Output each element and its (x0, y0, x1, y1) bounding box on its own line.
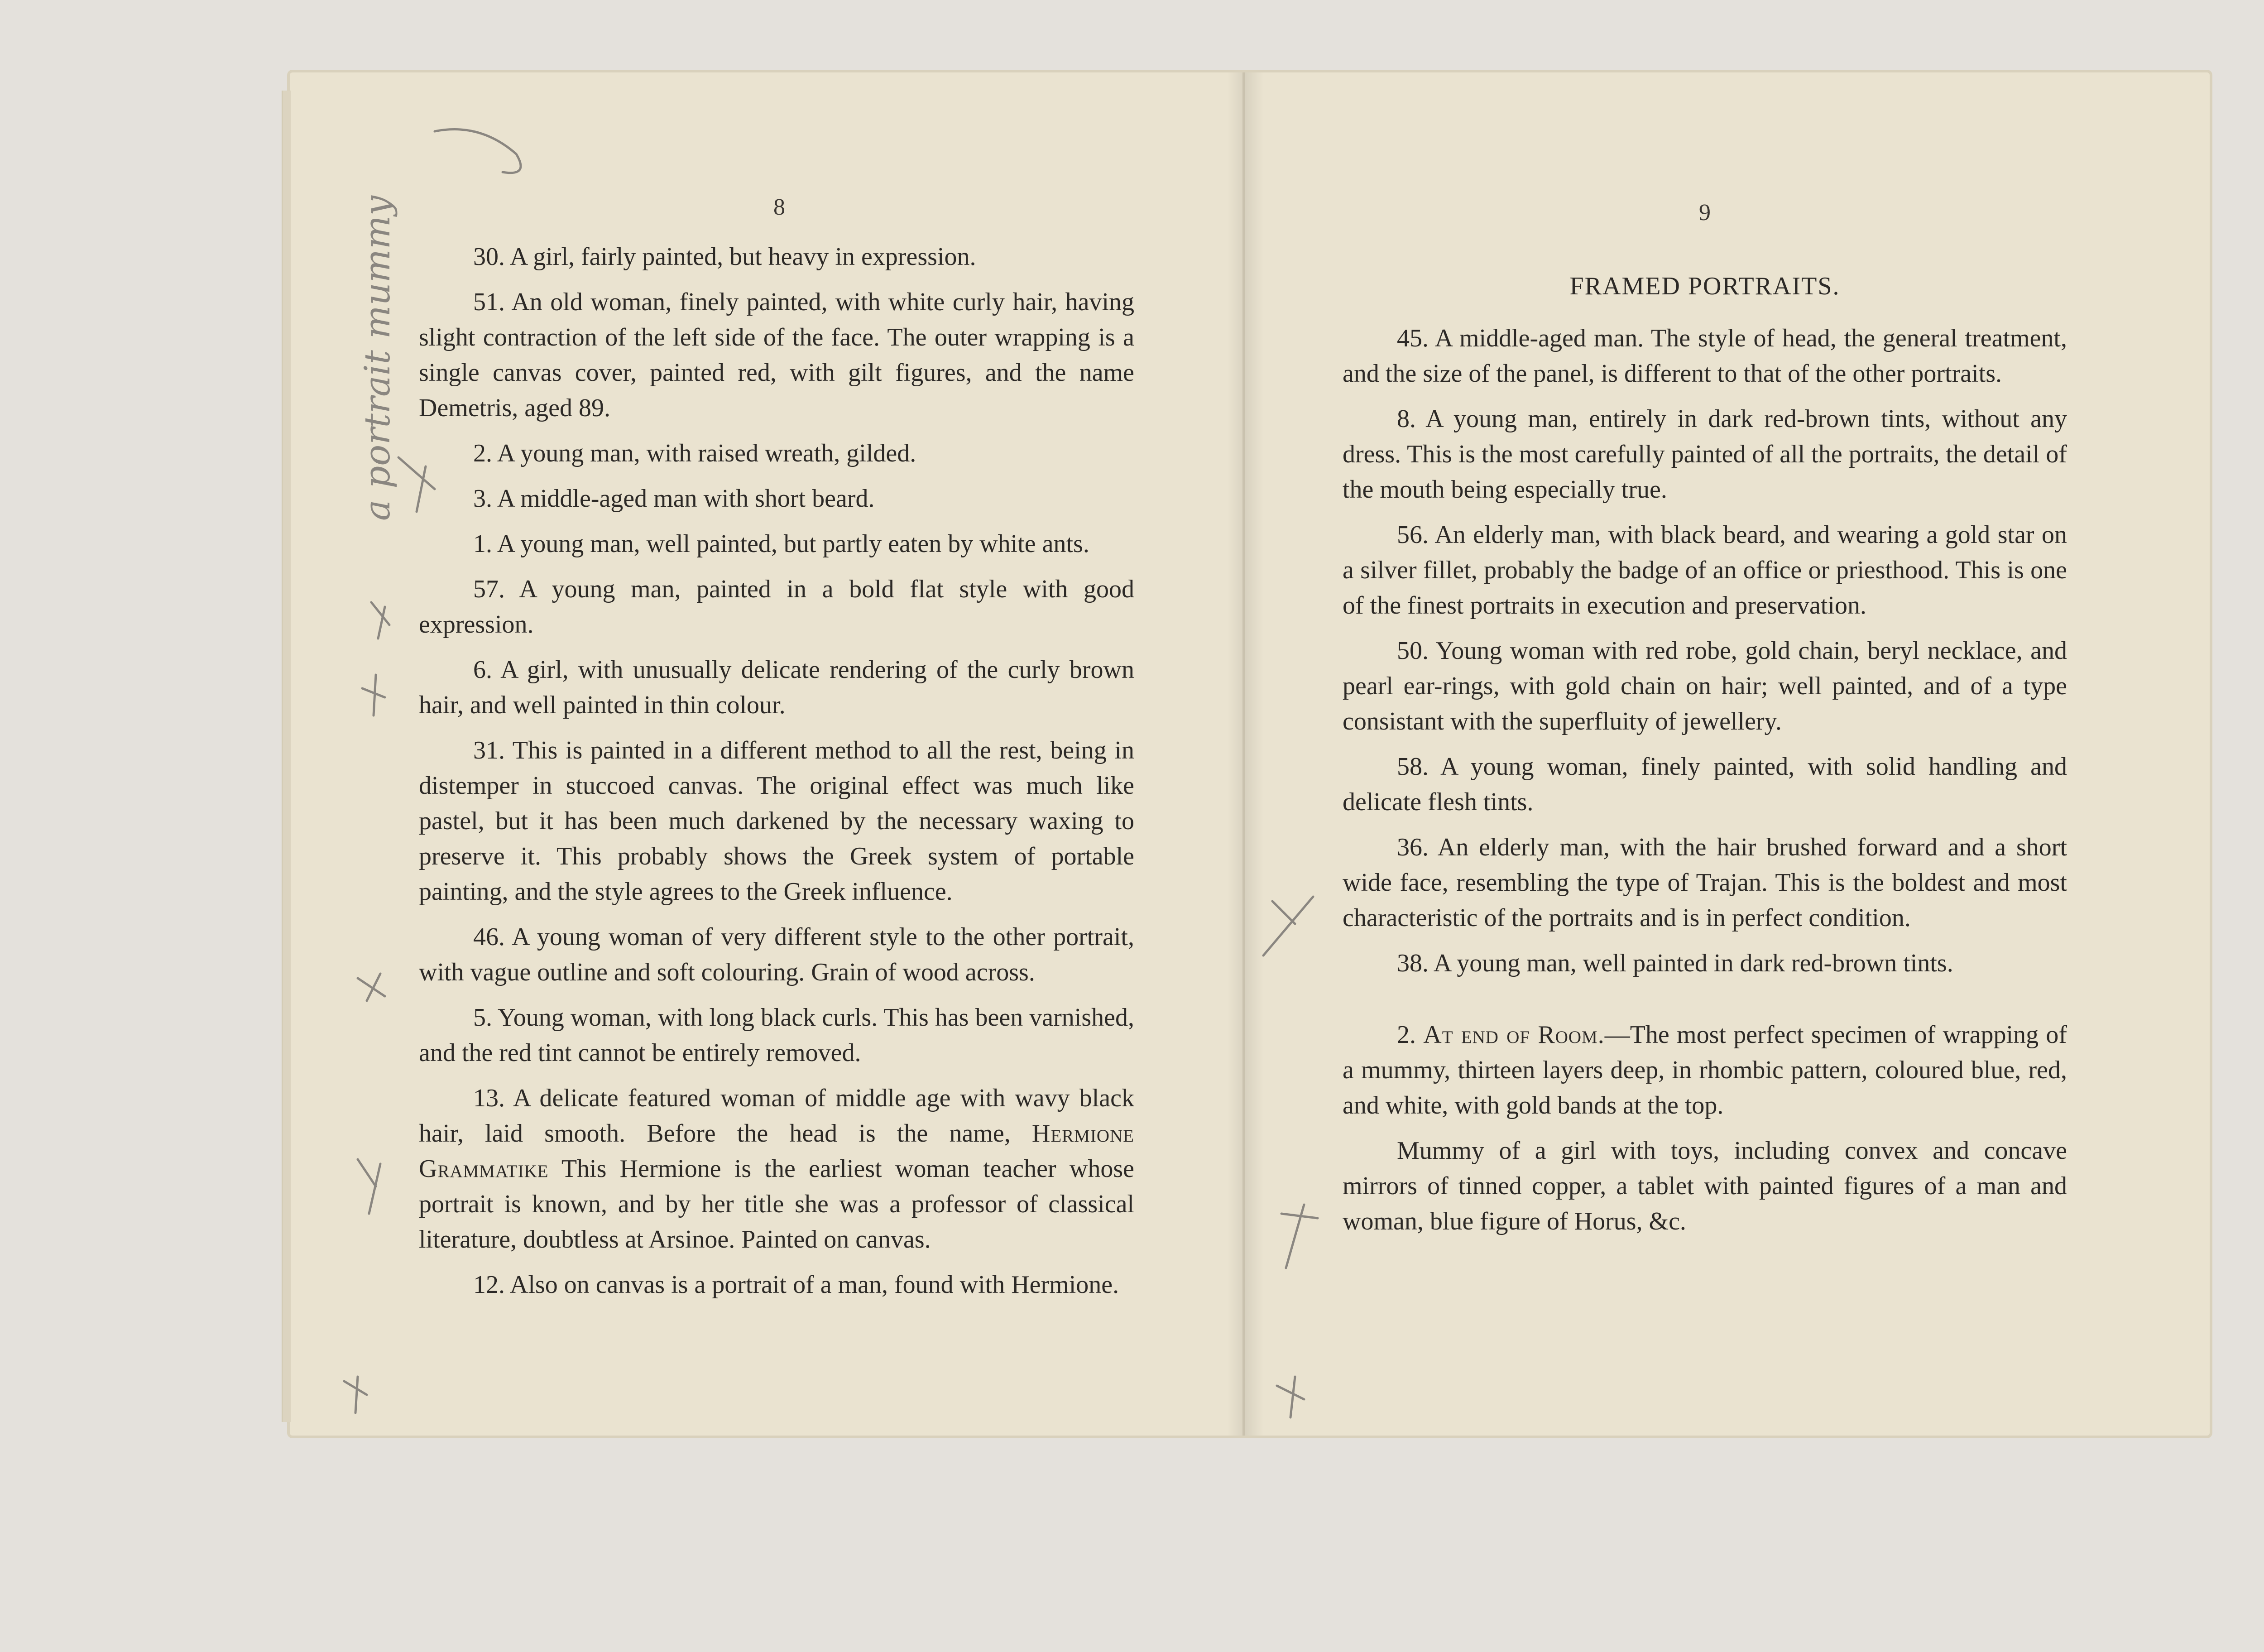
page-edges (282, 91, 291, 1422)
catalogue-entry: Mummy of a girl with toys, including convex and concave mirrors of tinned copper, a tablet with painted figures of a man and woman, blue figure of Horus, &c. (1343, 1137, 2067, 1235)
inscribed-name: Hermione Grammatike (419, 1119, 1134, 1183)
catalogue-entry: 1. A young man, well painted, but partly eaten by white ants. (473, 530, 1089, 558)
entry-text: —The most perfect specimen of wrapping of a mummy, thirteen layers deep, in rhombic pattern, coloured blue, red, and white, with gold bands at the top. (1343, 1021, 2067, 1119)
pencil-margin-note: a portrait mummy (357, 196, 398, 521)
catalogue-entry: 51. An old woman, finely painted, with white curly hair, having slight contraction of the left side of the face. The outer wrapping is a single canvas cover, painted red, with gilt figures, and the name Demetris, aged 89. (419, 288, 1134, 422)
entry-text: This Hermione is the earliest woman teacher whose portrait is known, and by her title she was a professor of classical literature, doubtless at Arsinoe. Painted on canvas. (419, 1155, 1134, 1253)
entry-text: 13. A delicate featured woman of middle age with wavy black hair, laid smooth. Before the head is the name, (419, 1084, 1134, 1148)
catalogue-entry: 2. A young man, with raised wreath, gilded. (473, 439, 916, 467)
catalogue-entry: 8. A young man, entirely in dark red-brown tints, without any dress. This is the most carefully painted of all the portraits, the detail of the mouth being especially true. (1343, 405, 2067, 504)
left-page-text (419, 239, 1134, 1312)
catalogue-entry: 3. A middle-aged man with short beard. (473, 485, 875, 513)
catalogue-entry: 5. Young woman, with long black curls. This has been varnished, and the red tint cannot be entirely removed. (419, 1004, 1134, 1067)
catalogue-entry: 45. A middle-aged man. The style of head, the general treatment, and the size of the panel, is different to that of the other portraits. (1343, 324, 2067, 388)
catalogue-entry: 36. An elderly man, with the hair brushed forward and a short wide face, resembling the type of Trajan. This is the boldest and most characteristic of the portraits and is in perfect condition. (1343, 833, 2067, 932)
left-page-number: 8 (773, 194, 785, 220)
book-gutter (1227, 72, 1263, 1436)
catalogue-entry: 50. Young woman with red robe, gold chain, beryl necklace, and pearl ear-rings, with gold chain on hair; well painted, and of a type consistant with the superfluity of jewellery. (1343, 637, 2067, 735)
catalogue-entry: 38. A young man, well painted in dark red-brown tints. (1397, 949, 1953, 977)
catalogue-entry-hermione (419, 1081, 1134, 1257)
room-number: 2. (1397, 1021, 1416, 1049)
catalogue-entry: 30. A girl, fairly painted, but heavy in expression. (473, 243, 976, 271)
room-label: At end of Room. (1423, 1021, 1605, 1049)
catalogue-entry: 12. Also on canvas is a portrait of a man, found with Hermione. (473, 1271, 1119, 1299)
room-entry (1343, 1017, 2067, 1123)
section-heading: FRAMED PORTRAITS. (1569, 272, 1840, 300)
catalogue-entry: 56. An elderly man, with black beard, and wearing a gold star on a silver fillet, probably the badge of an office or priesthood. This is one of the finest portraits in execution and preservation. (1343, 521, 2067, 620)
right-page-number: 9 (1699, 200, 1711, 226)
catalogue-entry: 46. A young woman of very different style to the other portrait, with vague outline and soft colouring. Grain of wood across. (419, 923, 1134, 986)
catalogue-entry: 58. A young woman, finely painted, with solid handling and delicate flesh tints. (1343, 753, 2067, 816)
right-page-text (1343, 321, 2067, 1249)
catalogue-entry: 6. A girl, with unusually delicate rendering of the curly brown hair, and well painted in thin colour. (419, 656, 1134, 719)
catalogue-entry: 57. A young man, painted in a bold flat style with good expression. (419, 575, 1134, 639)
catalogue-entry: 31. This is painted in a different method to all the rest, being in distemper in stuccoed canvas. The original effect was much like pastel, but it has been much darkened by the necessary waxing to preserve it. This probably shows the Greek system of portable painting, and the style agrees to the Greek influence. (419, 736, 1134, 906)
